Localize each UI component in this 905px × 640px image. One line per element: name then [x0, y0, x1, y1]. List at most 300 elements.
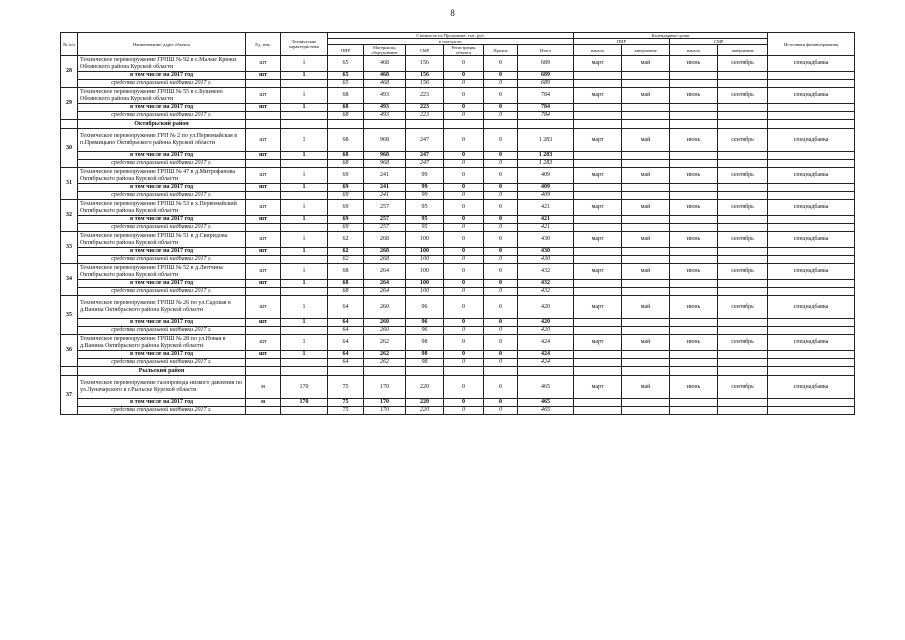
cost-pir: 69: [328, 184, 364, 192]
table-row-fund: [61, 359, 855, 367]
cost-other: 0: [484, 104, 518, 112]
cost-other: 0: [484, 399, 518, 407]
cost-mat: 241: [364, 184, 406, 192]
cost-total: 424: [518, 351, 574, 359]
date-p-start: март: [574, 129, 622, 152]
cost-other: 0: [484, 112, 518, 120]
cost-other: 0: [484, 376, 518, 399]
cost-other: 0: [484, 359, 518, 367]
empty-cell: [574, 104, 622, 112]
cost-reg: 0: [444, 88, 484, 104]
cost-total: 420: [518, 327, 574, 335]
tech-cell: 1: [281, 72, 328, 80]
cost-pir: 68: [328, 152, 364, 160]
empty-cell: [768, 192, 855, 200]
empty-cell: [670, 248, 718, 256]
empty-cell: [768, 160, 855, 168]
unit-cell: шт: [246, 129, 281, 152]
empty-cell: [574, 184, 622, 192]
tech-cell: [281, 80, 328, 88]
empty-cell: [718, 216, 768, 224]
table-row-year: [61, 248, 855, 256]
year-label: в том числе на 2017 год: [78, 280, 246, 288]
year-label: в том числе на 2017 год: [78, 104, 246, 112]
cost-other: 0: [484, 160, 518, 168]
cost-total: 421: [518, 224, 574, 232]
empty-cell: [574, 351, 622, 359]
table-row-district: [61, 120, 855, 129]
object-name: Техническое перевооружение газопровода низкого давления по ул.Луначарского в г.Рыльске Курской области: [78, 376, 246, 399]
unit-cell: шт: [246, 232, 281, 248]
cost-other: 0: [484, 129, 518, 152]
unit-cell: шт: [246, 335, 281, 351]
cost-total: 465: [518, 376, 574, 399]
empty-cell: [622, 104, 670, 112]
empty-cell: [670, 351, 718, 359]
table-row-object: [61, 335, 855, 351]
table-body: [61, 56, 855, 415]
funding-source: спецнадбавка: [768, 264, 855, 280]
cost-reg: 0: [444, 280, 484, 288]
cost-mat: 468: [364, 72, 406, 80]
cost-smr: 247: [406, 129, 444, 152]
empty-cell: [768, 248, 855, 256]
date-p-start: март: [574, 335, 622, 351]
tech-cell: [281, 224, 328, 232]
empty-cell: [328, 120, 364, 129]
cost-reg: 0: [444, 184, 484, 192]
investment-program-table: [60, 32, 855, 415]
funding-source: спецнадбавка: [768, 129, 855, 152]
cost-mat: 493: [364, 112, 406, 120]
cost-other: 0: [484, 224, 518, 232]
date-s-end: сентябрь: [718, 168, 768, 184]
tech-cell: 1: [281, 104, 328, 112]
tech-cell: 1: [281, 200, 328, 216]
unit-cell: м: [246, 399, 281, 407]
empty-cell: [574, 152, 622, 160]
cost-mat: 493: [364, 88, 406, 104]
cost-mat: 264: [364, 264, 406, 280]
empty-cell: [768, 367, 855, 376]
cost-total: 424: [518, 335, 574, 351]
unit-cell: шт: [246, 168, 281, 184]
cost-pir: 68: [328, 264, 364, 280]
cost-mat: 170: [364, 407, 406, 415]
cost-reg: 0: [444, 359, 484, 367]
unit-cell: шт: [246, 216, 281, 224]
table-row-year: [61, 399, 855, 407]
empty-cell: [718, 112, 768, 120]
empty-cell: [768, 399, 855, 407]
district-label: Октябрьский район: [78, 120, 246, 129]
cost-mat: 260: [364, 319, 406, 327]
cost-reg: 0: [444, 104, 484, 112]
empty-cell: [574, 216, 622, 224]
cost-reg: 0: [444, 407, 484, 415]
cost-smr: 100: [406, 288, 444, 296]
cost-smr: 156: [406, 80, 444, 88]
header-total: Итого: [518, 45, 574, 56]
empty-cell: [622, 407, 670, 415]
cost-reg: 0: [444, 112, 484, 120]
cost-total: 421: [518, 200, 574, 216]
cost-pir: 68: [328, 288, 364, 296]
empty-cell: [718, 80, 768, 88]
tech-cell: 1: [281, 248, 328, 256]
cost-pir: 65: [328, 56, 364, 72]
date-p-end: май: [622, 88, 670, 104]
date-s-start: июнь: [670, 168, 718, 184]
cost-reg: 0: [444, 129, 484, 152]
cost-reg: 0: [444, 335, 484, 351]
fund-label: средства специальной надбавки 2017 г.: [78, 256, 246, 264]
tech-cell: [281, 160, 328, 168]
unit-cell: шт: [246, 319, 281, 327]
cost-reg: 0: [444, 72, 484, 80]
header-dates-group: Календарные сроки: [574, 33, 768, 39]
tech-cell: 1: [281, 351, 328, 359]
empty-cell: [768, 72, 855, 80]
year-label: в том числе на 2017 год: [78, 72, 246, 80]
cost-mat: 262: [364, 335, 406, 351]
cost-pir: 69: [328, 224, 364, 232]
empty-cell: [718, 160, 768, 168]
date-s-end: сентябрь: [718, 129, 768, 152]
year-label: в том числе на 2017 год: [78, 248, 246, 256]
row-number: 30: [61, 129, 78, 168]
fund-label: средства специальной надбавки 2017 г.: [78, 407, 246, 415]
object-name: Техническое перевооружение ГРПШ № 92 в с.Малые Крюки Обоянского района Курской области: [78, 56, 246, 72]
empty-cell: [246, 120, 281, 129]
cost-smr: 100: [406, 264, 444, 280]
cost-other: 0: [484, 80, 518, 88]
empty-cell: [622, 184, 670, 192]
date-s-start: июнь: [670, 296, 718, 319]
tech-cell: 1: [281, 280, 328, 288]
empty-cell: [622, 112, 670, 120]
empty-cell: [670, 367, 718, 376]
date-p-end: май: [622, 376, 670, 399]
table-row-fund: [61, 288, 855, 296]
tech-cell: [281, 256, 328, 264]
empty-cell: [622, 160, 670, 168]
cost-pir: 69: [328, 200, 364, 216]
cost-pir: 64: [328, 351, 364, 359]
table-row-object: [61, 88, 855, 104]
cost-pir: 68: [328, 104, 364, 112]
date-p-end: май: [622, 168, 670, 184]
cost-other: 0: [484, 319, 518, 327]
date-p-start: март: [574, 376, 622, 399]
cost-pir: 69: [328, 216, 364, 224]
cost-pir: 68: [328, 280, 364, 288]
date-p-end: май: [622, 56, 670, 72]
date-s-end: сентябрь: [718, 335, 768, 351]
object-name: Техническое перевооружение ГРПШ № 51 в д.Свиридова Октябрьского района Курской области: [78, 232, 246, 248]
table-row-object: [61, 376, 855, 399]
table-row-fund: [61, 256, 855, 264]
empty-cell: [622, 327, 670, 335]
table-row-object: [61, 129, 855, 152]
tech-cell: 1: [281, 296, 328, 319]
empty-cell: [328, 367, 364, 376]
empty-cell: [670, 120, 718, 129]
date-s-start: июнь: [670, 56, 718, 72]
table-row-year: [61, 104, 855, 112]
unit-cell: шт: [246, 88, 281, 104]
header-other: Прочие: [484, 45, 518, 56]
cost-other: 0: [484, 232, 518, 248]
cost-reg: 0: [444, 399, 484, 407]
table-row-fund: [61, 224, 855, 232]
cost-mat: 468: [364, 56, 406, 72]
table-row-year: [61, 72, 855, 80]
empty-cell: [518, 120, 574, 129]
empty-cell: [718, 72, 768, 80]
tech-cell: 1: [281, 88, 328, 104]
unit-cell: [246, 224, 281, 232]
cost-reg: 0: [444, 232, 484, 248]
unit-cell: шт: [246, 104, 281, 112]
cost-other: 0: [484, 168, 518, 184]
cost-smr: 98: [406, 359, 444, 367]
cost-mat: 170: [364, 376, 406, 399]
cost-pir: 75: [328, 399, 364, 407]
cost-reg: 0: [444, 168, 484, 184]
funding-source: спецнадбавка: [768, 296, 855, 319]
empty-cell: [622, 224, 670, 232]
date-s-end: сентябрь: [718, 88, 768, 104]
empty-cell: [768, 256, 855, 264]
cost-mat: 268: [364, 232, 406, 248]
cost-smr: 247: [406, 152, 444, 160]
cost-mat: 241: [364, 168, 406, 184]
header-tech: Технические характеристики: [281, 33, 328, 56]
table-row-object: [61, 264, 855, 280]
cost-total: 424: [518, 359, 574, 367]
cost-total: 1 283: [518, 160, 574, 168]
unit-cell: шт: [246, 248, 281, 256]
cost-total: 1 283: [518, 129, 574, 152]
empty-cell: [670, 359, 718, 367]
header-num: № п/п: [61, 33, 78, 56]
cost-smr: 95: [406, 224, 444, 232]
cost-smr: 96: [406, 296, 444, 319]
cost-other: 0: [484, 296, 518, 319]
empty-cell: [61, 367, 78, 376]
empty-cell: [364, 367, 406, 376]
cost-reg: 0: [444, 327, 484, 335]
cost-smr: 223: [406, 88, 444, 104]
cost-pir: 68: [328, 129, 364, 152]
table-row-year: [61, 351, 855, 359]
year-label: в том числе на 2017 год: [78, 216, 246, 224]
empty-cell: [574, 327, 622, 335]
cost-mat: 257: [364, 224, 406, 232]
empty-cell: [670, 399, 718, 407]
cost-total: 784: [518, 112, 574, 120]
tech-cell: [281, 359, 328, 367]
cost-total: 784: [518, 88, 574, 104]
tech-cell: 1: [281, 56, 328, 72]
empty-cell: [484, 120, 518, 129]
cost-total: 689: [518, 56, 574, 72]
empty-cell: [718, 224, 768, 232]
cost-smr: 220: [406, 399, 444, 407]
cost-total: 430: [518, 256, 574, 264]
cost-reg: 0: [444, 192, 484, 200]
date-s-end: сентябрь: [718, 376, 768, 399]
funding-source: спецнадбавка: [768, 232, 855, 248]
empty-cell: [768, 80, 855, 88]
date-s-start: июнь: [670, 129, 718, 152]
table-row-year: [61, 280, 855, 288]
tech-cell: [281, 327, 328, 335]
fund-label: средства специальной надбавки 2017 г.: [78, 192, 246, 200]
table-row-fund: [61, 327, 855, 335]
row-number: 36: [61, 335, 78, 367]
empty-cell: [61, 120, 78, 129]
cost-mat: 260: [364, 327, 406, 335]
tech-cell: [281, 407, 328, 415]
empty-cell: [670, 256, 718, 264]
cost-reg: 0: [444, 200, 484, 216]
cost-other: 0: [484, 288, 518, 296]
object-name: Техническое перевооружение ГРПШ № 53 в х.Первомайский Октябрьского района Курской области: [78, 200, 246, 216]
empty-cell: [622, 288, 670, 296]
header-cost-incl: в том числе:: [328, 39, 574, 45]
object-name: Техническое перевооружение ГРПШ № 52 в д.Лютчина Октябрьского района Курской области: [78, 264, 246, 280]
table-row-year: [61, 152, 855, 160]
table-row-fund: [61, 160, 855, 168]
cost-pir: 62: [328, 248, 364, 256]
cost-smr: 223: [406, 104, 444, 112]
cost-total: 409: [518, 184, 574, 192]
empty-cell: [718, 351, 768, 359]
empty-cell: [670, 80, 718, 88]
funding-source: спецнадбавка: [768, 88, 855, 104]
unit-cell: [246, 112, 281, 120]
cost-pir: 64: [328, 327, 364, 335]
empty-cell: [574, 319, 622, 327]
cost-other: 0: [484, 256, 518, 264]
empty-cell: [718, 280, 768, 288]
empty-cell: [622, 80, 670, 88]
cost-total: 421: [518, 216, 574, 224]
empty-cell: [622, 351, 670, 359]
cost-mat: 260: [364, 296, 406, 319]
fund-label: средства специальной надбавки 2017 г.: [78, 327, 246, 335]
empty-cell: [574, 120, 622, 129]
cost-total: 432: [518, 264, 574, 280]
tech-cell: 1: [281, 168, 328, 184]
funding-source: спецнадбавка: [768, 168, 855, 184]
cost-smr: 100: [406, 256, 444, 264]
date-p-start: март: [574, 88, 622, 104]
cost-smr: 98: [406, 335, 444, 351]
cost-other: 0: [484, 56, 518, 72]
empty-cell: [670, 160, 718, 168]
table-row-object: [61, 200, 855, 216]
empty-cell: [364, 120, 406, 129]
cost-other: 0: [484, 72, 518, 80]
empty-cell: [670, 288, 718, 296]
cost-mat: 968: [364, 152, 406, 160]
empty-cell: [574, 248, 622, 256]
empty-cell: [768, 152, 855, 160]
empty-cell: [574, 367, 622, 376]
cost-smr: 95: [406, 200, 444, 216]
cost-pir: 64: [328, 319, 364, 327]
empty-cell: [622, 359, 670, 367]
empty-cell: [768, 120, 855, 129]
cost-other: 0: [484, 335, 518, 351]
empty-cell: [670, 280, 718, 288]
cost-smr: 96: [406, 319, 444, 327]
cost-other: 0: [484, 184, 518, 192]
cost-smr: 100: [406, 248, 444, 256]
cost-smr: 99: [406, 168, 444, 184]
empty-cell: [444, 120, 484, 129]
unit-cell: шт: [246, 264, 281, 280]
empty-cell: [574, 80, 622, 88]
tech-cell: 170: [281, 376, 328, 399]
cost-reg: 0: [444, 248, 484, 256]
cost-pir: 68: [328, 88, 364, 104]
tech-cell: 1: [281, 152, 328, 160]
tech-cell: 1: [281, 216, 328, 224]
fund-label: средства специальной надбавки 2017 г.: [78, 112, 246, 120]
empty-cell: [718, 152, 768, 160]
cost-mat: 257: [364, 216, 406, 224]
date-s-start: июнь: [670, 335, 718, 351]
unit-cell: [246, 327, 281, 335]
cost-other: 0: [484, 88, 518, 104]
table-row-object: [61, 56, 855, 72]
table-row-fund: [61, 80, 855, 88]
empty-cell: [718, 367, 768, 376]
empty-cell: [670, 327, 718, 335]
date-p-start: март: [574, 232, 622, 248]
empty-cell: [768, 280, 855, 288]
cost-smr: 100: [406, 280, 444, 288]
cost-mat: 268: [364, 256, 406, 264]
cost-smr: 220: [406, 407, 444, 415]
cost-smr: 156: [406, 56, 444, 72]
empty-cell: [670, 104, 718, 112]
date-s-start: июнь: [670, 376, 718, 399]
empty-cell: [622, 152, 670, 160]
year-label: в том числе на 2017 год: [78, 351, 246, 359]
table-row-fund: [61, 192, 855, 200]
header-dates-smr: СМР: [670, 39, 768, 45]
empty-cell: [406, 120, 444, 129]
empty-cell: [406, 367, 444, 376]
header-pir-end: завершение: [622, 45, 670, 56]
cost-reg: 0: [444, 224, 484, 232]
header-pir-start: начало: [574, 45, 622, 56]
table-row-fund: [61, 112, 855, 120]
date-s-start: июнь: [670, 200, 718, 216]
cost-pir: 75: [328, 407, 364, 415]
date-s-end: сентябрь: [718, 200, 768, 216]
cost-smr: 96: [406, 327, 444, 335]
empty-cell: [518, 367, 574, 376]
cost-mat: 468: [364, 80, 406, 88]
cost-other: 0: [484, 407, 518, 415]
date-p-start: март: [574, 296, 622, 319]
